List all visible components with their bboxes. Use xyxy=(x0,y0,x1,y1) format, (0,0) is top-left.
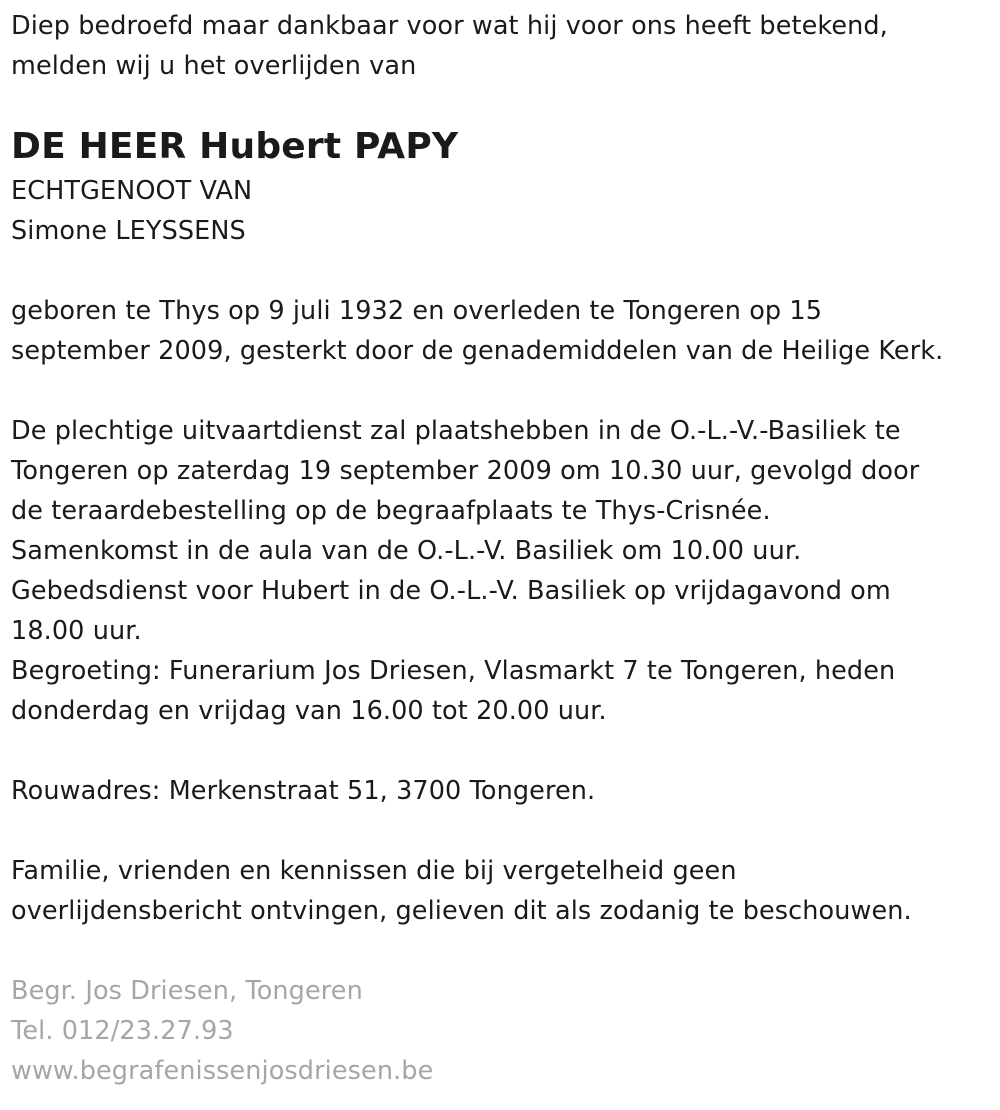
birth-death-line: september 2009, gesterkt door de genademiddelen van de Heilige Kerk. xyxy=(11,336,944,366)
undertaker-name: Begr. Jos Driesen, Tongeren xyxy=(11,976,363,1006)
spacer xyxy=(11,251,991,291)
intro-line: Diep bedroefd maar dankbaar voor wat hij voor ons heeft betekend, xyxy=(11,11,888,41)
undertaker-footer xyxy=(11,971,991,1091)
spacer xyxy=(11,731,991,771)
service-line: Tongeren op zaterdag 19 september 2009 om 10.30 uur, gevolgd door xyxy=(11,456,920,486)
deceased-name: DE HEER Hubert PAPY xyxy=(11,126,459,167)
undertaker-phone: Tel. 012/23.27.93 xyxy=(11,1016,234,1046)
service-line: De plechtige uitvaartdienst zal plaatshebben in de O.-L.-V.-Basiliek te xyxy=(11,416,901,446)
closing-line: overlijdensbericht ontvingen, gelieven dit als zodanig te beschouwen. xyxy=(11,896,912,926)
service-paragraph xyxy=(11,411,991,731)
service-line: de teraardebestelling op de begraafplaats te Thys-Crisnée. xyxy=(11,496,771,526)
spacer xyxy=(11,86,991,123)
birth-death-line: geboren te Thys op 9 juli 1932 en overleden te Tongeren op 15 xyxy=(11,296,823,326)
spacer xyxy=(11,371,991,411)
service-line: Begroeting: Funerarium Jos Driesen, Vlasmarkt 7 te Tongeren, heden xyxy=(11,656,896,686)
birth-death-paragraph xyxy=(11,291,991,371)
closing-line: Familie, vrienden en kennissen die bij vergetelheid geen xyxy=(11,856,737,886)
obituary-notice xyxy=(11,6,991,1091)
service-line: Gebedsdienst voor Hubert in de O.-L.-V. Basiliek op vrijdagavond om xyxy=(11,576,891,606)
service-line: 18.00 uur. xyxy=(11,616,142,646)
spouse-name: Simone LEYSSENS xyxy=(11,216,246,246)
spacer xyxy=(11,811,991,851)
mourning-address: Rouwadres: Merkenstraat 51, 3700 Tongeren. xyxy=(11,776,596,806)
undertaker-website: www.begrafenissenjosdriesen.be xyxy=(11,1056,434,1086)
closing-paragraph xyxy=(11,851,991,931)
relation-label: ECHTGENOOT VAN xyxy=(11,176,253,206)
intro-paragraph xyxy=(11,6,991,86)
intro-line: melden wij u het overlijden van xyxy=(11,51,417,81)
spacer xyxy=(11,931,991,971)
service-line: Samenkomst in de aula van de O.-L.-V. Basiliek om 10.00 uur. xyxy=(11,536,802,566)
service-line: donderdag en vrijdag van 16.00 tot 20.00 uur. xyxy=(11,696,607,726)
deceased-block xyxy=(11,123,991,251)
